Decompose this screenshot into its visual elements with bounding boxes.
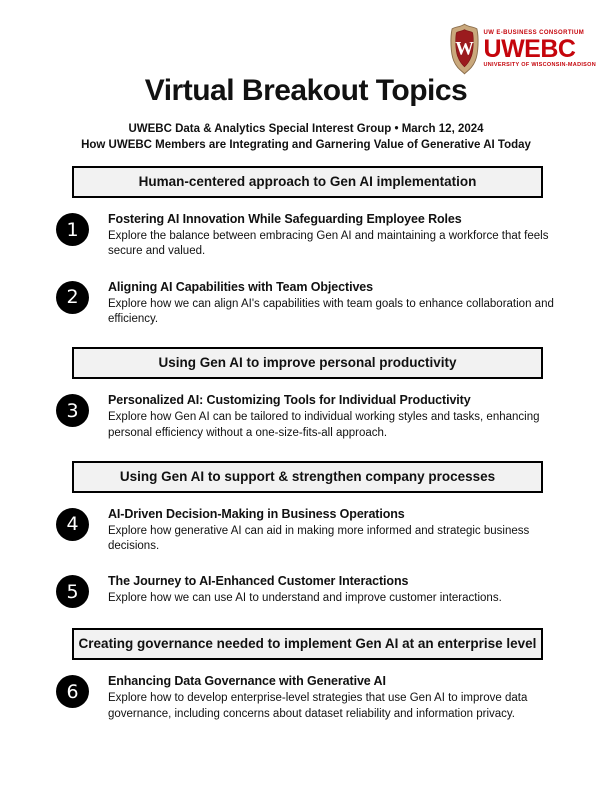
number-badge: 5: [56, 575, 89, 608]
topic-item: [0, 393, 612, 441]
topic-heading: AI-Driven Decision-Making in Business Operations: [108, 506, 405, 521]
topic-item: [0, 280, 612, 328]
topic-heading: Enhancing Data Governance with Generative AI: [108, 674, 386, 689]
logo-org-top: UW E-BUSINESS CONSORTIUM: [483, 29, 585, 36]
logo-text-block: [484, 30, 596, 69]
section-header: Using Gen AI to improve personal productivity: [72, 347, 543, 379]
topic-description: Explore how we can align AI's capabilities with team goals to enhance collaboration and efficiency.: [108, 297, 554, 326]
topic-heading: Aligning AI Capabilities with Team Objectives: [108, 279, 373, 294]
number-badge: 3: [56, 394, 89, 427]
number-badge: 1: [56, 213, 89, 246]
section-header: Using Gen AI to support & strengthen company processes: [72, 461, 543, 493]
subtitle-block: [0, 121, 612, 153]
uwebc-logo: [449, 23, 596, 75]
topic-text: [108, 507, 560, 555]
topic-description: Explore how Gen AI can be tailored to individual working styles and tasks, enhancing personal efficiency without a one-size-fits-all approach.: [108, 411, 540, 439]
topic-heading: The Journey to AI-Enhanced Customer Interactions: [108, 574, 409, 589]
topic-description: Explore how to develop enterprise-level strategies that use Gen AI to improve data governance, including concerns about dataset reliability and information privacy.: [108, 692, 528, 720]
topic-description: Explore how we can use AI to understand and improve customer interactions.: [108, 592, 502, 605]
logo-acronym: UWEBC: [483, 34, 576, 63]
section-header: Human-centered approach to Gen AI implementation: [72, 166, 543, 198]
number-badge: 4: [56, 508, 89, 541]
topic-description: Explore the balance between embracing Gen AI and maintaining a workforce that feels secure and valued.: [108, 230, 549, 258]
subtitle-group-date: UWEBC Data & Analytics Special Interest Group • March 12, 2024: [128, 123, 484, 135]
section-company-processes: [0, 461, 612, 609]
topic-text: [108, 393, 560, 441]
topic-heading: Fostering AI Innovation While Safeguarding Employee Roles: [108, 212, 462, 227]
number-badge: 6: [56, 675, 89, 708]
number-badge: 2: [56, 281, 89, 314]
section-personal-productivity: [0, 347, 612, 441]
section-header: Creating governance needed to implement Gen AI at an enterprise level: [72, 628, 543, 660]
page-title: Virtual Breakout Topics: [144, 74, 468, 107]
topic-heading: Personalized AI: Customizing Tools for Individual Productivity: [108, 393, 471, 408]
topic-text: [108, 674, 560, 722]
topic-text: [108, 212, 560, 260]
section-governance: [0, 628, 612, 722]
logo-org-bottom: UNIVERSITY OF WISCONSIN-MADISON: [483, 61, 596, 68]
topic-item: [0, 574, 612, 608]
topic-item: [0, 507, 612, 555]
svg-text:W: W: [454, 38, 474, 60]
topic-description: Explore how generative AI can aid in making more informed and strategic business decisions.: [108, 524, 530, 553]
uw-crest-icon: [449, 23, 480, 75]
subtitle-theme: How UWEBC Members are Integrating and Garnering Value of Generative AI Today: [81, 139, 531, 152]
topic-item: [0, 674, 612, 722]
topic-text: [108, 574, 560, 608]
topic-item: [0, 212, 612, 260]
section-human-centered: [0, 166, 612, 327]
topic-text: [108, 280, 560, 328]
